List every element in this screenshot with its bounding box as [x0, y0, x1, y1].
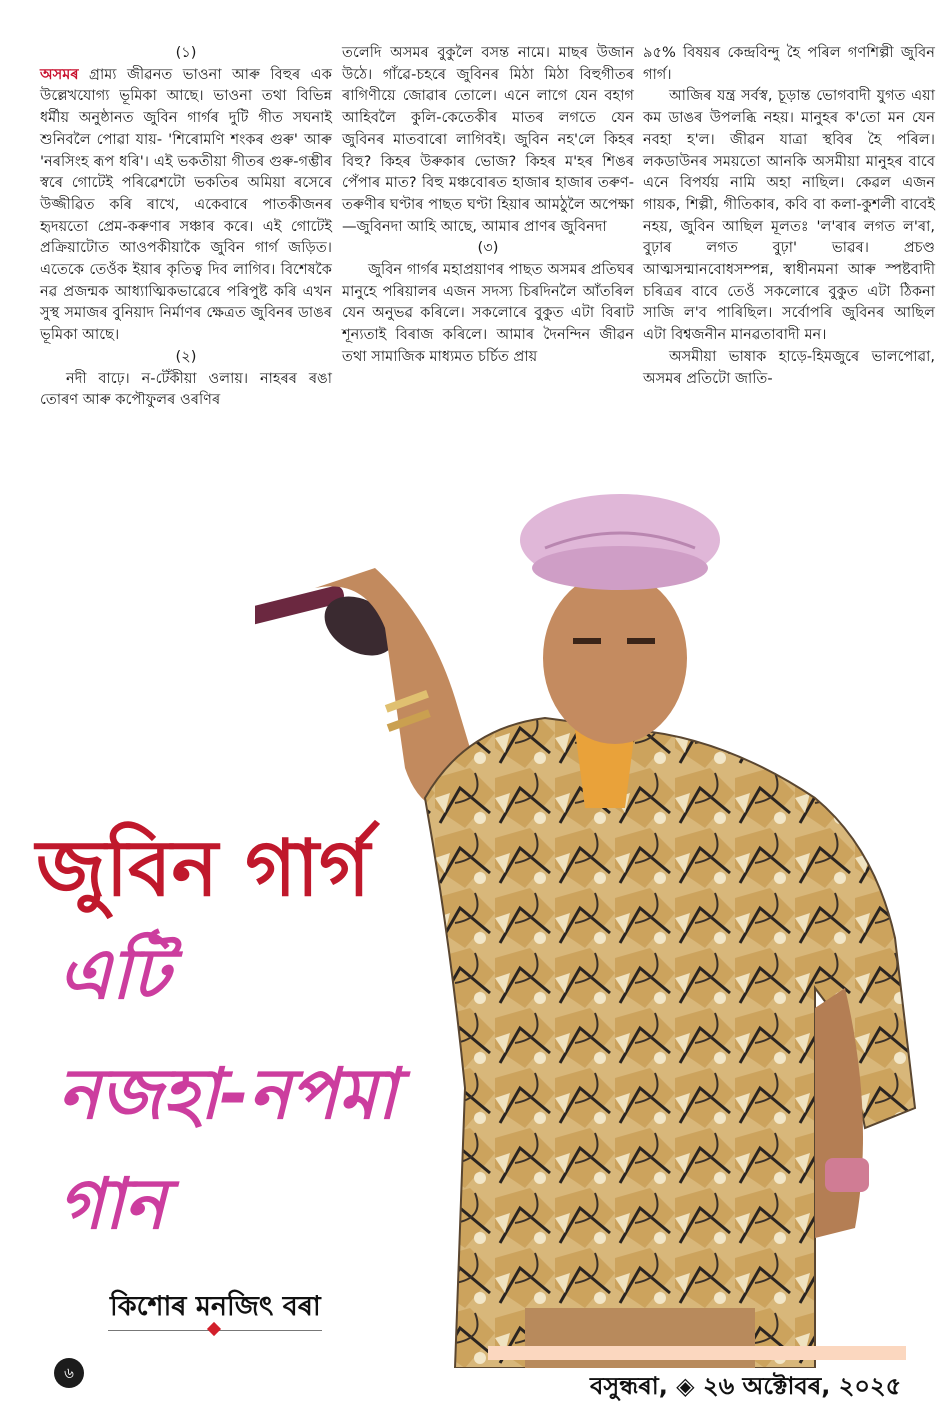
lead-word: অসমৰ: [40, 65, 79, 83]
article-column-3: [643, 42, 935, 389]
page-number: ৬: [54, 1358, 84, 1388]
section-number-2: (২): [175, 347, 197, 365]
headline-line-1: জুবিন গাৰ্গ: [36, 824, 371, 914]
section-number-3: (৩): [477, 239, 499, 257]
article-column-1: [40, 42, 332, 411]
article-column-2: [342, 42, 634, 368]
paragraph: তলেদি অসমৰ বুকুলৈ বসন্ত নামে। মাছৰ উজান উঠে। গাঁৱে-চহৰে জুবিনৰ মিঠা মিঠা বিহুগীতৰ ৰাগিণীয়ে জোৱাৰ তোলে। এনে লাগে যেন বহাগ আহিবলৈ কুলি-কেতেকীৰ মাতৰ লগতে যেন জুবিনৰ মাতবাৰো লাগিবই। জুবিন নহ'লে কিহৰ বিহু? কিহৰ উৰুকাৰ ভোজ? কিহৰ ম'হৰ শিঙৰ পেঁপাৰ মাত? বিহু মঞ্চবোৰত হাজাৰ হাজাৰ তৰুণ-তৰুণীৰ ঘণ্টাৰ পাছত ঘণ্টা হিয়াৰ আমঠুলৈ অপেক্ষা—জুবিনদা আহি আছে, আমাৰ প্ৰাণৰ জুবিনদা: [342, 44, 634, 235]
paragraph: নদী বাঢ়ে। ন-টেঁকীয়া ওলায়। নাহৰৰ ৰঙা তোৰণ আৰু কপৌফুলৰ ওৰণিৰ: [40, 369, 332, 409]
headline-line-4: গান: [58, 1163, 166, 1245]
paragraph: আজিৰ যন্ত্ৰ সৰ্বস্ব, চূড়ান্ত ভোগবাদী যুগত এয়া কম ডাঙৰ উপলব্ধি নহয়। মানুহৰ ক'তো মন যেন নবহা হ'ল। জীৱন যাত্ৰা স্থবিৰ হৈ পৰিল। লকডাউনৰ সময়তো আনকি অসমীয়া মানুহৰ বাবে এনে বিপৰ্যয় নামি অহা নাছিল। কেৱল এজন গায়ক, শিল্পী, গীতিকাৰ, কবি বা কলা-কুশলী বাবেই নহয়, জুবিন আছিল মূলতঃ 'ল'ৰাৰ লগত ল'ৰা, বুঢ়াৰ লগত বুঢ়া' ভাৱৰ। প্ৰচণ্ড আত্মসন্মানবোধসম্পন্ন, স্বাধীনমনা আৰু স্পষ্টবাদী চৰিত্ৰৰ বাবে তেওঁ সকলোৰে বুকুত এটা ঠিকনা সাজি ল'ব পাৰিছিল। সৰ্বোপৰি জুবিনৰ আছিল এটা বিশ্বজনীন মানৱতাবাদী মন।: [643, 87, 935, 344]
paragraph-text: গ্ৰাম্য জীৱনত ভাওনা আৰু বিহুৰ এক উল্লেখযোগ্য ভূমিকা আছে। ভাওনা তথা বিভিন্ন ধৰ্মীয় অনুষ্ঠানত জুবিন গাৰ্গৰ দুটি গীত সঘনাই শুনিবলৈ পোৱা যায়- 'শিৰোমণি শংকৰ গুৰু' আৰু 'নৰসিংহ ৰূপ ধৰি'। এই ভকতীয়া গীতৰ গুৰু-গম্ভীৰ স্বৰে গোটেই পৰিৱেশটো ভকতিৰ অমিয়া ৰসেৰে উজ্জীৱিত কৰি ৰাখে, একেবাৰে পাতকীজনৰ হৃদয়তো প্ৰেম-কৰুণাৰ সঞ্চাৰ কৰে। এই গোটেই প্ৰক্ৰিয়াটোত আওপকীয়াকৈ জুবিন গাৰ্গ জড়িত। এতেকে তেওঁক ইয়াৰ কৃতিত্ব দিব লাগিব। বিশেষকৈ নৱ প্ৰজন্মক আধ্যাত্মিকভাৱেৰে পৰিপুষ্ট কৰি এখন সুস্থ সমাজৰ বুনিয়াদ নিৰ্মাণৰ ক্ষেত্ৰত জুবিনৰ ডাঙৰ ভূমিকা আছে।: [40, 65, 332, 344]
headline-line-2: এটি: [58, 933, 170, 1015]
paragraph: অসমীয়া ভাষাক হাড়ে-হিমজুৰে ভালপোৱা, অসমৰ প্ৰতিটো জাতি-: [643, 347, 935, 387]
headline-line-3: নজহা-নপমা: [58, 1053, 398, 1135]
footer-band: [488, 1346, 906, 1360]
paragraph: জুবিন গাৰ্গৰ মহাপ্ৰয়াণৰ পাছত অসমৰ প্ৰতিঘৰ মানুহে পৰিয়ালৰ এজন সদস্য চিৰদিনলৈ আঁতৰিল যেন অনুভৱ কৰিলে। সকলোৰে বুকুত এটা বিৰাট শূন্যতাই বিৰাজ কৰিলে। আমাৰ দৈনন্দিন জীৱন তথা সামাজিক মাধ্যমত চৰ্চিত প্ৰায়: [342, 261, 634, 365]
paragraph: [40, 64, 332, 346]
author-byline: কিশোৰ মনজিৎ বৰা: [110, 1291, 321, 1322]
section-number-1: (১): [175, 44, 197, 61]
footer-publication-date: বসুন্ধৰা, ◈ ২৬ অক্টোবৰ, ২০২৫: [590, 1372, 902, 1400]
paragraph: ৯৫% বিষয়ৰ কেন্দ্ৰবিন্দু হৈ পৰিল গণশিল্পী জুবিন গাৰ্গ।: [643, 44, 935, 83]
